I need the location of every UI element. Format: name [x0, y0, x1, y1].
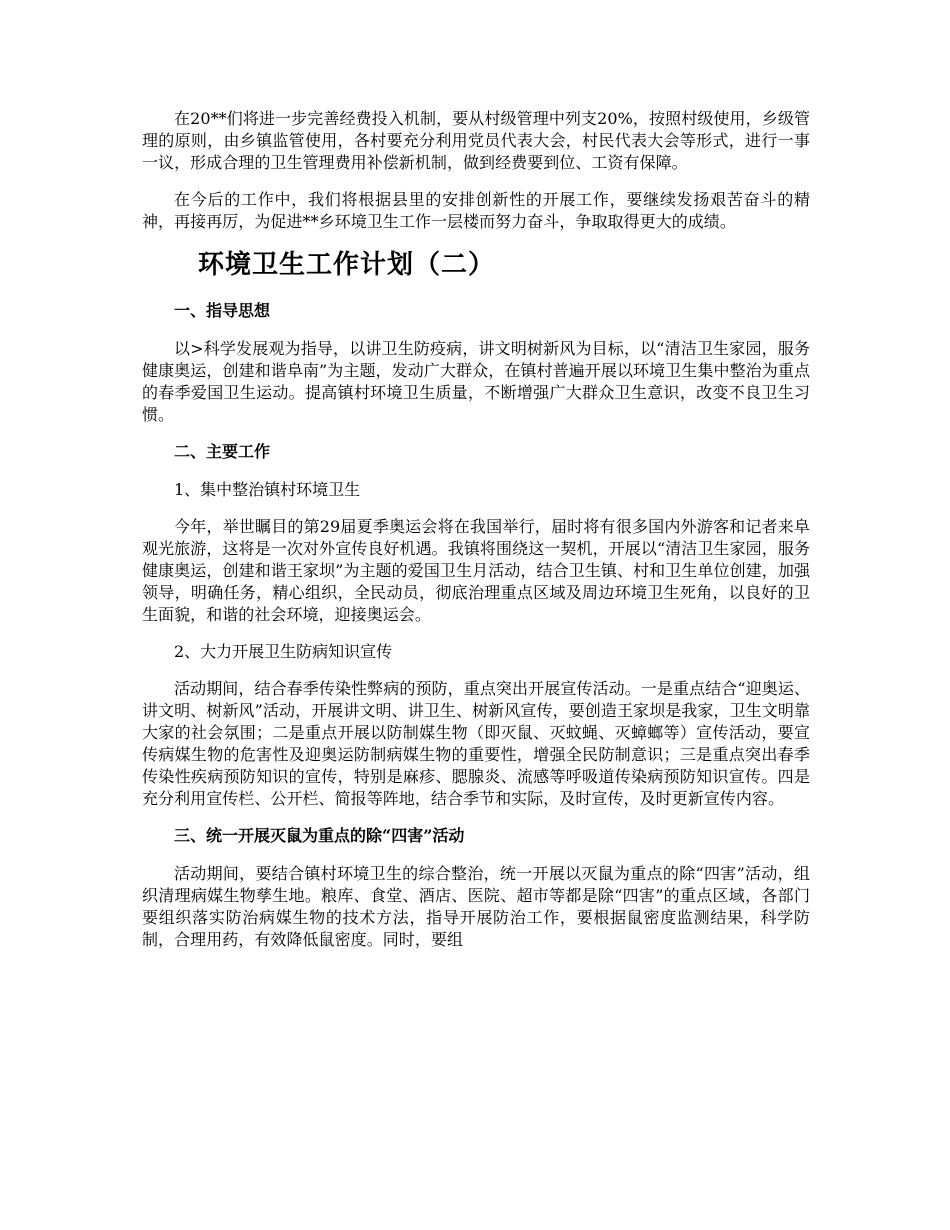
section3-paragraph: 活动期间，要结合镇村环境卫生的综合整治，统一开展以灭鼠为重点的除“四害”活动，组织清理病媒生物孳生地。粮库、食堂、酒店、医院、超市等都是除“四害”的重点区域，各部门要组织落实防治病媒生物的技术方法，指导开展防治工作，要根据鼠密度监测结果，科学防制，合理用药，有效降低鼠密度。同时，要组 — [142, 864, 810, 949]
subsection-1-paragraph: 今年，举世瞩目的第29届夏季奥运会将在我国举行，届时将有很多国内外游客和记者来阜观光旅游，这将是一次对外宣传良好机遇。我镇将围绕这一契机，开展以“清洁卫生家园，服务健康奥运，创建和谐王家坝”为主题的爱国卫生月活动，结合卫生镇、村和卫生单位创建，加强领导，明确任务，精心组织，全民动员，彻底治理重点区域及周边环境卫生死角，以良好的卫生面貌，和谐的社会环境，迎接奥运会。 — [142, 517, 810, 624]
document-page — [142, 108, 810, 966]
section-heading-main-work: 二、主要工作 — [174, 442, 271, 461]
subsection-title-2: 2、大力开展卫生防病知识宣传 — [174, 642, 393, 661]
section-heading-pest-control: 三、统一开展灭鼠为重点的除“四害”活动 — [174, 826, 465, 845]
intro-paragraph-2: 在今后的工作中，我们将根据县里的安排创新性的开展工作，要继续发扬艰苦奋斗的精神，再接再厉，为促进**乡环境卫生工作一层楼而努力奋斗，争取取得更大的成绩。 — [142, 190, 810, 231]
subsection-title-1: 1、集中整治镇村环境卫生 — [174, 480, 361, 499]
section1-paragraph: 以>科学发展观为指导，以讲卫生防疫病，讲文明树新风为目标，以“清洁卫生家园，服务健康奥运，创建和谐阜南”为主题，发动广大群众，在镇村普遍开展以环境卫生集中整治为重点的春季爱国卫生运动。提高镇村环境卫生质量，不断增强广大群众卫生意识，改变不良卫生习惯。 — [142, 339, 810, 424]
intro-paragraph-1: 在20**们将进一步完善经费投入机制，要从村级管理中列支20%，按照村级使用，乡级管理的原则，由乡镇监管使用，各村要充分利用党员代表大会，村民代表大会等形式，进行一事一议，形成合理的卫生管理费用补偿新机制，做到经费要到位、工资有保障。 — [142, 109, 810, 172]
section-heading-guiding-thought: 一、指导思想 — [174, 301, 271, 320]
subsection-2-paragraph: 活动期间，结合春季传染性弊病的预防，重点突出开展宣传活动。一是重点结合“迎奥运、讲文明、树新风”活动，开展讲文明、讲卫生、树新风宣传，要创造王家坝是我家，卫生文明靠大家的社会氛围；二是重点开展以防制媒生物（即灭鼠、灭蚊蝇、灭蟑螂等）宣传活动，要宣传病媒生物的危害性及迎奥运防制病媒生物的重要性，增强全民防制意识；三是重点突出春季传染性疾病预防知识的宣传，特别是麻疹、腮腺炎、流感等呼吸道传染病预防知识宣传。四是充分利用宣传栏、公开栏、简报等阵地，结合季节和实际，及时宣传，及时更新宣传内容。 — [142, 679, 810, 808]
document-title: 环境卫生工作计划（二） — [198, 250, 496, 280]
